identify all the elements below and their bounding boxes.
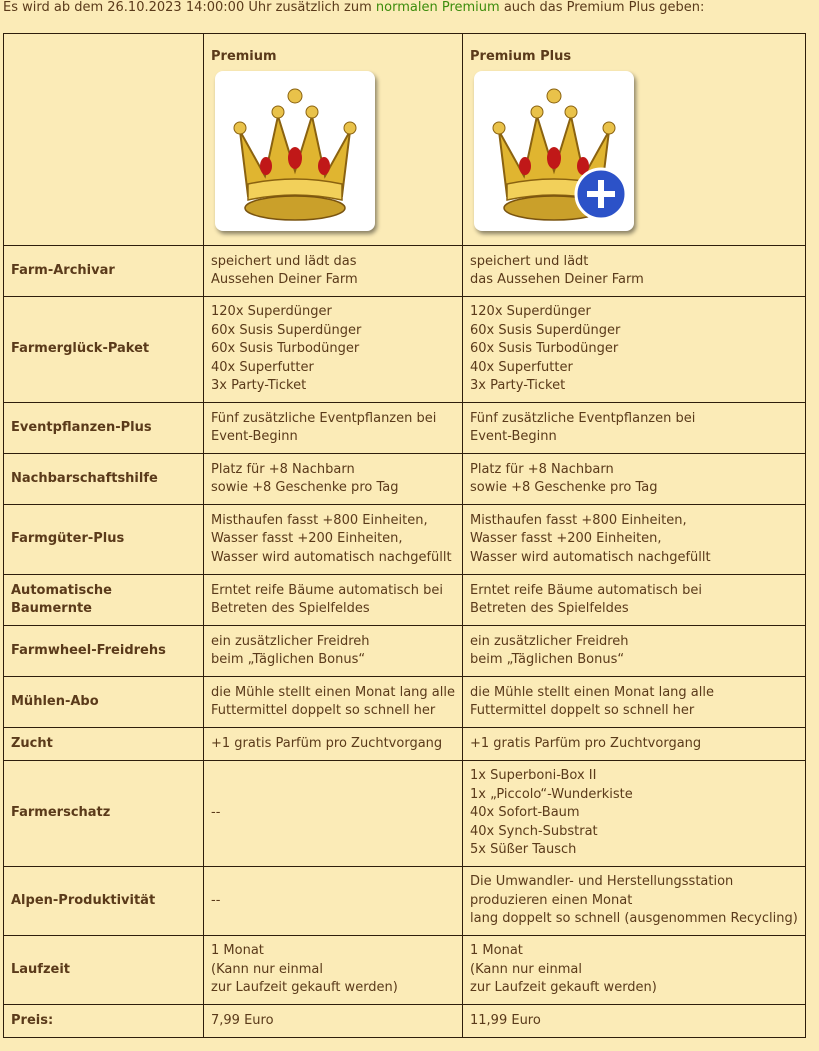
table-row <box>4 867 806 936</box>
header-row <box>4 34 806 246</box>
table-row <box>4 505 806 575</box>
feature-label: Farmwheel-Freidrehs <box>4 626 204 677</box>
premium-plus-header-cell <box>463 34 806 246</box>
premium-plus-value: speichert und lädt das Aussehen Deiner Farm <box>463 246 806 297</box>
premium-value: die Mühle stellt einen Monat lang alle Futtermittel doppelt so schnell her <box>204 677 463 728</box>
premium-value: -- <box>204 867 463 936</box>
table-row <box>4 575 806 626</box>
premium-header-cell <box>204 34 463 246</box>
premium-value: -- <box>204 761 463 867</box>
premium-plus-value: Platz für +8 Nachbarn sowie +8 Geschenke pro Tag <box>463 454 806 505</box>
normal-premium-link[interactable]: normalen Premium <box>375 0 500 15</box>
feature-label: Farm-Archivar <box>4 246 204 297</box>
feature-label: Preis: <box>4 1005 204 1038</box>
premium-plus-value: 120x Superdünger 60x Susis Superdünger 60x Susis Turbodünger 40x Superfutter 3x Party-Ticket <box>463 297 806 403</box>
feature-label: Farmgüter-Plus <box>4 505 204 575</box>
premium-plus-value: Misthaufen fasst +800 Einheiten, Wasser fasst +200 Einheiten, Wasser wird automatisch nachgefüllt <box>463 505 806 575</box>
premium-value: 7,99 Euro <box>204 1005 463 1038</box>
table-row <box>4 454 806 505</box>
premium-value: Fünf zusätzliche Eventpflanzen bei Event-Beginn <box>204 403 463 454</box>
header-empty-cell <box>4 34 204 246</box>
table-row <box>4 728 806 761</box>
premium-plus-crown-image <box>474 71 634 231</box>
gold-crown-plus-icon <box>479 76 629 226</box>
table-row <box>4 1005 806 1038</box>
premium-value: Platz für +8 Nachbarn sowie +8 Geschenke pro Tag <box>204 454 463 505</box>
premium-plus-value: 11,99 Euro <box>463 1005 806 1038</box>
feature-label: Eventpflanzen-Plus <box>4 403 204 454</box>
premium-column-title: Premium <box>211 49 277 65</box>
premium-value: Erntet reife Bäume automatisch bei Betreten des Spielfeldes <box>204 575 463 626</box>
premium-plus-value: 1x Superboni-Box II 1x „Piccolo“-Wunderkiste 40x Sofort-Baum 40x Synch-Substrat 5x Süßer Tausch <box>463 761 806 867</box>
premium-value: 1 Monat (Kann nur einmal zur Laufzeit gekauft werden) <box>204 936 463 1005</box>
premium-plus-column-title: Premium Plus <box>470 49 572 65</box>
premium-crown-image <box>215 71 375 231</box>
premium-value: speichert und lädt das Aussehen Deiner Farm <box>204 246 463 297</box>
table-row <box>4 677 806 728</box>
feature-label: Mühlen-Abo <box>4 677 204 728</box>
table-row <box>4 297 806 403</box>
feature-label: Automatische Baumernte <box>4 575 204 626</box>
premium-plus-value: die Mühle stellt einen Monat lang alle Futtermittel doppelt so schnell her <box>463 677 806 728</box>
premium-comparison-table <box>3 33 806 1038</box>
feature-label: Alpen-Produktivität <box>4 867 204 936</box>
intro-before: Es wird ab dem 26.10.2023 14:00:00 Uhr zusätzlich zum <box>3 0 376 15</box>
premium-value: ein zusätzlicher Freidreh beim „Täglichen Bonus“ <box>204 626 463 677</box>
premium-plus-value: Erntet reife Bäume automatisch bei Betreten des Spielfeldes <box>463 575 806 626</box>
table-row <box>4 403 806 454</box>
premium-plus-value: Fünf zusätzliche Eventpflanzen bei Event-Beginn <box>463 403 806 454</box>
intro-text <box>3 0 704 15</box>
feature-label: Laufzeit <box>4 936 204 1005</box>
premium-plus-value: Die Umwandler- und Herstellungsstation produzieren einen Monat lang doppelt so schnell (ausgenommen Recycling) <box>463 867 806 936</box>
feature-label: Farmerglück-Paket <box>4 297 204 403</box>
table-row <box>4 936 806 1005</box>
premium-value: Misthaufen fasst +800 Einheiten, Wasser fasst +200 Einheiten, Wasser wird automatisch nachgefüllt <box>204 505 463 575</box>
feature-label: Zucht <box>4 728 204 761</box>
table-row <box>4 761 806 867</box>
feature-label: Nachbarschaftshilfe <box>4 454 204 505</box>
gold-crown-icon <box>220 76 370 226</box>
table-row <box>4 626 806 677</box>
premium-plus-value: 1 Monat (Kann nur einmal zur Laufzeit gekauft werden) <box>463 936 806 1005</box>
intro-after: auch das Premium Plus geben: <box>499 0 705 15</box>
premium-value: +1 gratis Parfüm pro Zuchtvorgang <box>204 728 463 761</box>
feature-label: Farmerschatz <box>4 761 204 867</box>
premium-plus-value: +1 gratis Parfüm pro Zuchtvorgang <box>463 728 806 761</box>
premium-value: 120x Superdünger 60x Susis Superdünger 60x Susis Turbodünger 40x Superfutter 3x Party-Ticket <box>204 297 463 403</box>
premium-plus-value: ein zusätzlicher Freidreh beim „Täglichen Bonus“ <box>463 626 806 677</box>
table-row <box>4 246 806 297</box>
feature-rows <box>4 246 806 1038</box>
